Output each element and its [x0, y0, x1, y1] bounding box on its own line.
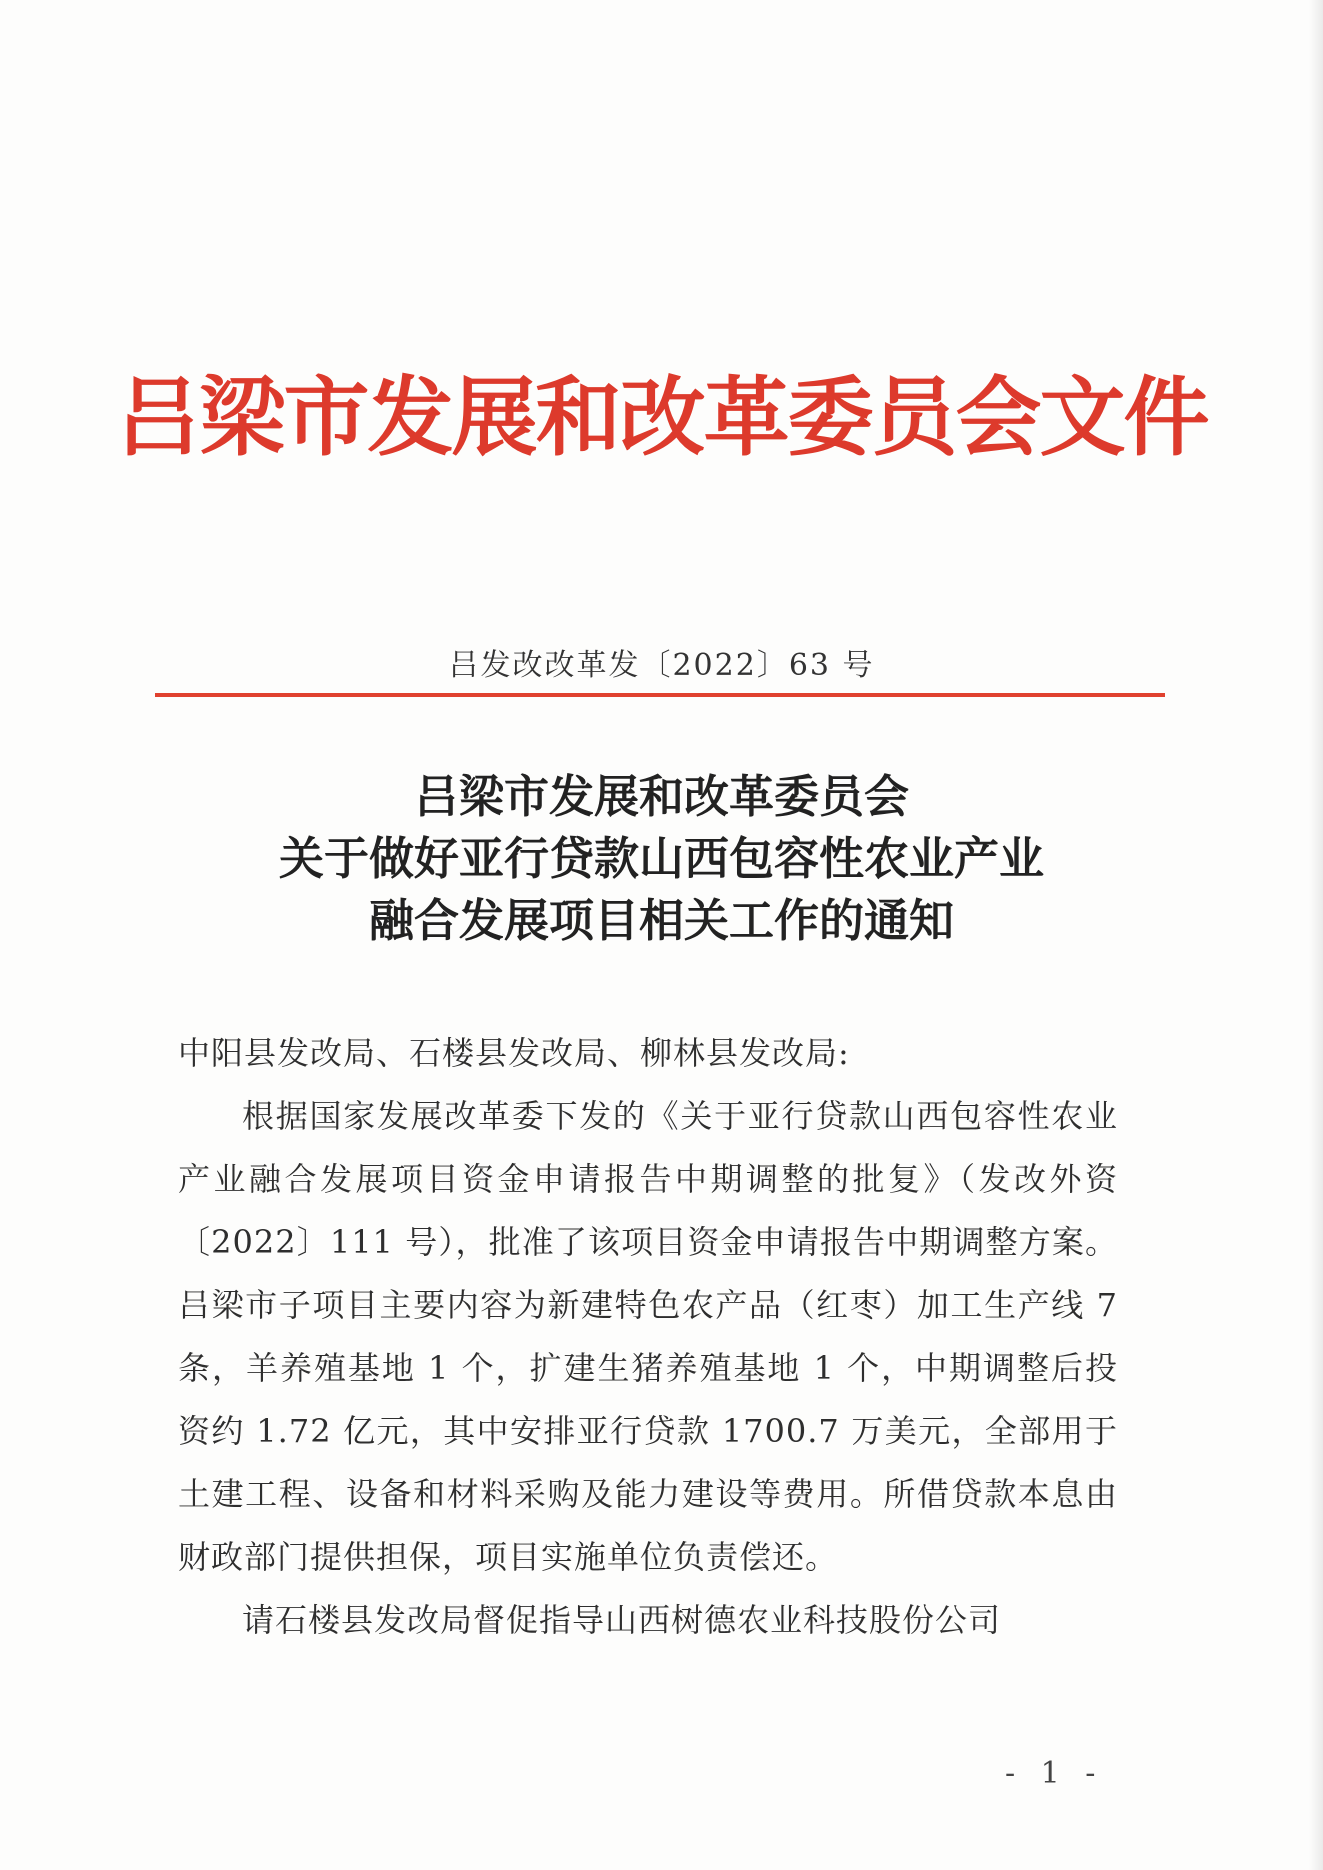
notice-title — [0, 766, 1323, 952]
notice-title-line-3: 融合发展项目相关工作的通知 — [368, 894, 954, 947]
page-number: - 1 - — [1005, 1756, 1104, 1791]
notice-title-line-2: 关于做好亚行贷款山西包容性农业产业 — [278, 832, 1044, 885]
red-divider-line — [155, 693, 1165, 697]
document-number: 吕发改改革发〔2022〕63 号 — [448, 648, 875, 683]
body-text — [178, 1022, 1118, 1652]
body-paragraph: 请石楼县发改局督促指导山西树德农业科技股份公司 — [242, 1601, 1002, 1639]
addressee: 中阳县发改局、石楼县发改局、柳林县发改局: — [178, 1034, 850, 1072]
body-paragraph: 根据国家发展改革委下发的《关于亚行贷款山西包容性农业产业融合发展项目资金申请报告中期调整的批复》（发改外资〔2022〕111 号），批准了该项目资金申请报告中期调整方案。吕梁市子项目主要内容为新建特色农产品（红枣）加工生产线 7 条，羊养殖基地 1 个，扩建生猪养殖基地 1 个，中期调整后投资约 1.72 亿元，其中安排亚行贷款 1700.7 万美元，全部用于土建工程、设备和材料采购及能力建设等费用。所借贷款本息由财政部门提供担保，项目实施单位负责偿还。 — [178, 1097, 1118, 1576]
issuer-title: 吕梁市发展和改革委员会文件 — [115, 367, 1208, 468]
notice-title-line-1: 吕梁市发展和改革委员会 — [413, 770, 909, 823]
